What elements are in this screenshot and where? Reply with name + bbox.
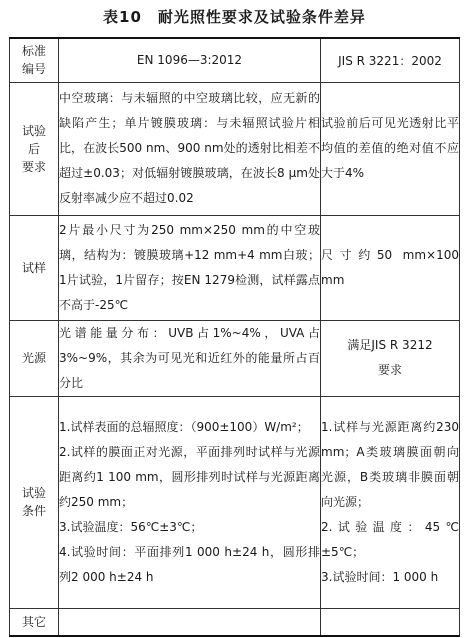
header-en-standard: EN 1096—3:2012 xyxy=(59,38,321,82)
comparison-table xyxy=(9,37,460,637)
header-row xyxy=(10,38,460,82)
en-light-source-cell: 光谱能量分布：UVB占1%~4%，UVA占3%~9%，其余为可见光和近红外的能量所占百分比 xyxy=(59,320,321,396)
en-other-cell xyxy=(59,608,321,636)
header-standard-number: 标准 编号 xyxy=(10,38,59,82)
en-specimen-cell: 2片最小尺寸为250 mm×250 mm的中空玻璃，结构为：镀膜玻璃+12 mm+4 mm白玻；1片试验，1片留存；按EN 1279检测，试样露点不高于-25℃ xyxy=(59,215,321,320)
en-test-conditions-cell: 1.试样表面的总辐照度：（900±100）W/m²； 2.试样的膜面正对光源，平面排列时试样与光源距离约1 100 mm，圆形排列时试样与光源距离约250 mm； 3.试验温度：56℃±3℃； 4.试验时间：平面排列1 000 h±24 h，圆形排列2 000 h±24 h xyxy=(59,396,321,608)
table-row xyxy=(10,320,460,396)
en-requirements-cell: 中空玻璃：与未辐照的中空玻璃比较，应无新的缺陷产生；单片镀膜玻璃：与未辐照试验片相比，在波长500 nm、900 nm处的透射比相差不超过±0.03；对低辐射镀膜玻璃，在波长8 μm处反射率减少应不超过0.02 xyxy=(59,82,321,215)
row-label-requirements: 试验 后 要求 xyxy=(10,82,59,215)
jis-light-source-cell: 满足JIS R 3212 要求 xyxy=(321,320,460,396)
table-row xyxy=(10,396,460,608)
table-row xyxy=(10,215,460,320)
row-label-light-source: 光源 xyxy=(10,320,59,396)
row-label-test-conditions: 试验 条件 xyxy=(10,396,59,608)
table-title: 表10 耐光照性要求及试验条件差异 xyxy=(103,8,366,26)
row-label-specimen: 试样 xyxy=(10,215,59,320)
jis-test-conditions-cell: 1.试样与光源距离约230 mm；A类玻璃膜面朝向光源，B类玻璃非膜面朝向光源； 2.试验温度：45℃±5℃； 3.试验时间：1 000 h xyxy=(321,396,460,608)
table-row xyxy=(10,82,460,215)
jis-specimen-cell: 尺寸约50 mm×100 mm xyxy=(321,215,460,320)
header-jis-standard: JIS R 3221：2002 xyxy=(321,38,460,82)
table-row xyxy=(10,608,460,636)
jis-other-cell xyxy=(321,608,460,636)
row-label-other: 其它 xyxy=(10,608,59,636)
jis-requirements-cell: 试验前后可见光透射比平均值的差值的绝对值不应大于4% xyxy=(321,82,460,215)
